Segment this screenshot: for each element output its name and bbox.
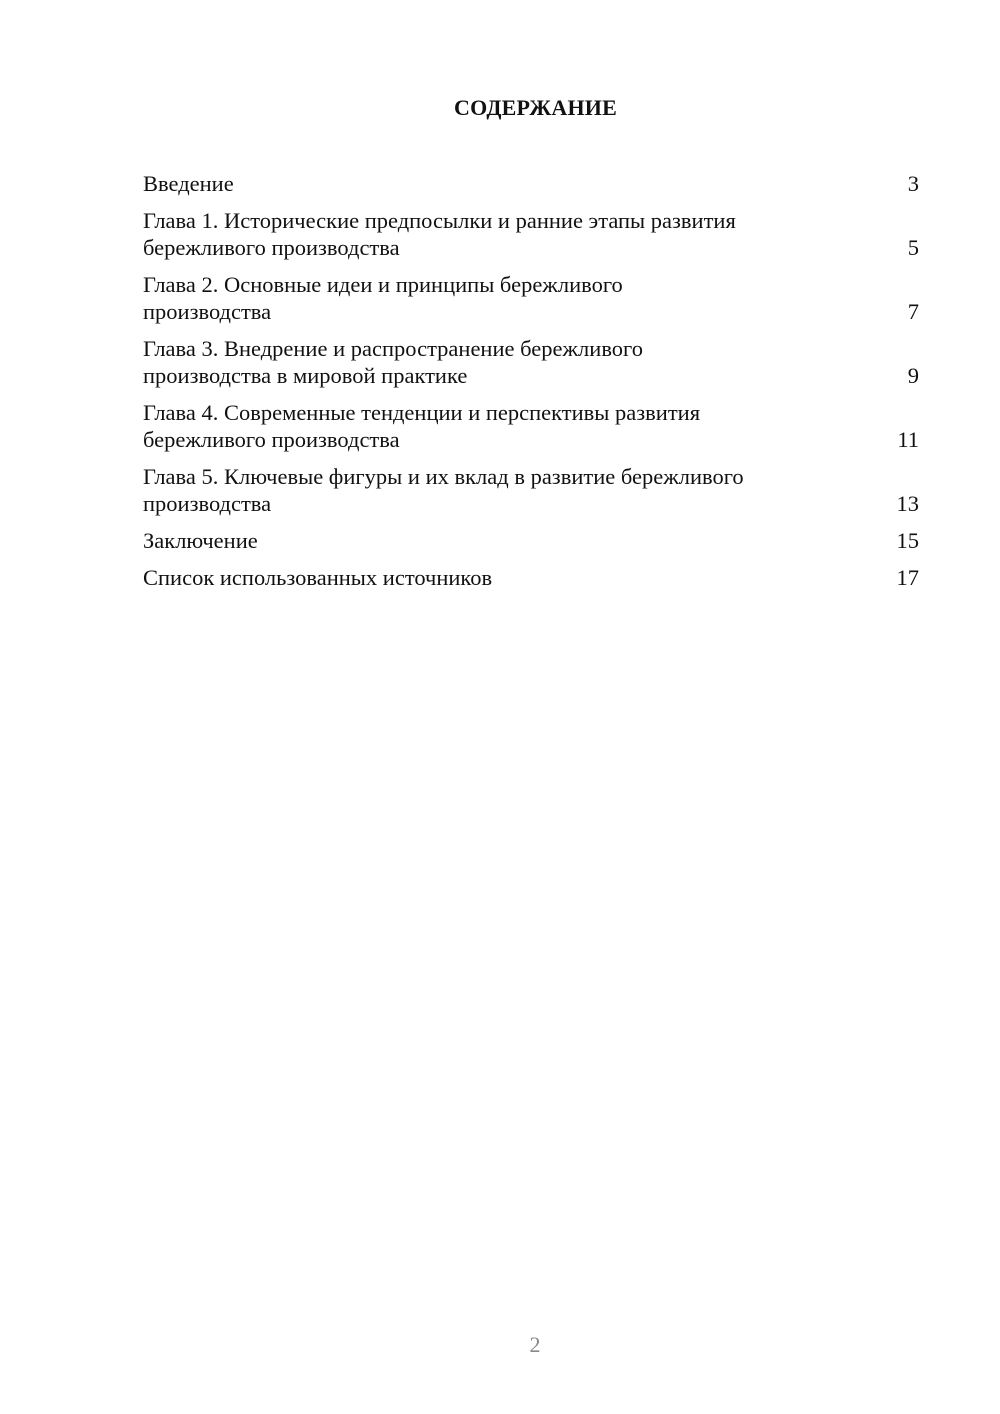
toc-entry-title: производства bbox=[143, 299, 272, 324]
toc-entry-title: производства в мировой практике bbox=[143, 363, 468, 388]
toc-entry-conclusion bbox=[143, 527, 919, 554]
toc-entry-chapter-3 bbox=[143, 335, 919, 389]
table-of-contents bbox=[143, 170, 919, 601]
toc-entry-page: 3 bbox=[907, 171, 919, 196]
toc-entry-title: Список использованных источников bbox=[143, 565, 493, 590]
toc-entry-title: бережливого производства bbox=[143, 427, 400, 452]
page-number: 2 bbox=[529, 1332, 541, 1357]
toc-entry-title: Глава 4. Современные тенденции и перспективы развития bbox=[143, 400, 701, 425]
toc-entry-chapter-4 bbox=[143, 399, 919, 453]
toc-entry-title: Заключение bbox=[143, 528, 258, 553]
toc-entry-page: 9 bbox=[907, 363, 919, 388]
toc-entry-page: 15 bbox=[896, 528, 919, 553]
toc-heading: СОДЕРЖАНИЕ bbox=[454, 95, 617, 120]
toc-entry-title: бережливого производства bbox=[143, 235, 400, 260]
toc-entry-title: Глава 5. Ключевые фигуры и их вклад в развитие бережливого bbox=[143, 464, 744, 489]
toc-entry-page: 7 bbox=[907, 299, 919, 324]
toc-entry-page: 11 bbox=[897, 427, 919, 452]
toc-entry-introduction bbox=[143, 170, 919, 197]
toc-entry-title: Глава 3. Внедрение и распространение бережливого bbox=[143, 336, 643, 361]
toc-entry-title: Глава 2. Основные идеи и принципы бережливого bbox=[143, 272, 623, 297]
toc-entry-page: 17 bbox=[896, 565, 919, 590]
toc-entry-page: 5 bbox=[907, 235, 919, 260]
toc-entry-references bbox=[143, 564, 919, 591]
toc-entry-title: Введение bbox=[143, 171, 234, 196]
toc-entry-page: 13 bbox=[896, 491, 919, 516]
toc-entry-chapter-5 bbox=[143, 463, 919, 517]
toc-entry-title: Глава 1. Исторические предпосылки и ранние этапы развития bbox=[143, 208, 736, 233]
toc-entry-chapter-1 bbox=[143, 207, 919, 261]
toc-entry-title: производства bbox=[143, 491, 272, 516]
toc-entry-chapter-2 bbox=[143, 271, 919, 325]
